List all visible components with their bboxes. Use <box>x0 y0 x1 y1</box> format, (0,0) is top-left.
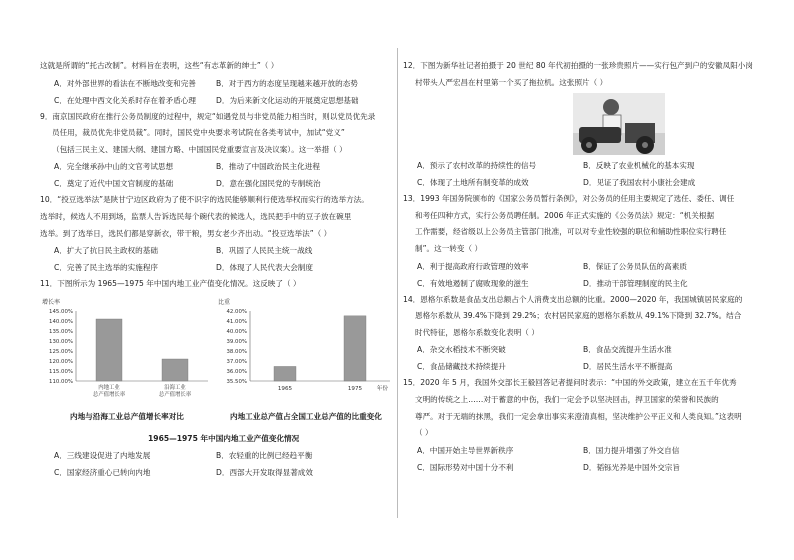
q13-option-a[interactable]: A．利于提高政府行政管理的效率 <box>417 261 529 271</box>
q13-text-line: 13．1993 年国务院颁布的《国家公务员暂行条例》，对公务员的任用主要规定了选任、委任、调任 <box>403 194 735 204</box>
q8-option-d[interactable]: D．为后来新文化运动的开展奠定思想基础 <box>216 95 359 105</box>
y-tick-label: 41.00% <box>226 318 247 325</box>
y-tick-label: 40.00% <box>226 328 247 335</box>
q11-charts <box>40 295 396 405</box>
chart-captions <box>40 405 396 431</box>
growth-rate-chart <box>40 295 215 405</box>
y-tick-label: 135.00% <box>49 328 73 335</box>
q14-text-line: 时代特征，恩格尔系数变化表明（ ） <box>415 327 539 337</box>
bar <box>96 319 122 381</box>
y-tick-label: 36.00% <box>226 368 247 375</box>
y-axis-label: 增长率 <box>42 298 61 306</box>
chart2-caption: 内地工业总产值占全国工业总产值的比重变化 <box>230 411 382 421</box>
q14-options-row-2 <box>403 358 761 375</box>
bar <box>274 366 296 381</box>
y-tick-label: 38.00% <box>226 348 247 355</box>
q9-option-c[interactable]: C．奠定了近代中国文官制度的基础 <box>54 179 174 189</box>
q14-options-row-1 <box>403 341 761 358</box>
y-tick-label: 140.00% <box>49 318 73 325</box>
q8-option-a[interactable]: A．对外部世界的看法在不断地改变和完善 <box>54 78 196 88</box>
q10-option-d[interactable]: D．体现了人民代表大会制度 <box>216 263 313 273</box>
q11-option-a[interactable]: A．三线建设促进了内地发展 <box>54 451 151 461</box>
y-tick-label: 35.50% <box>226 378 247 385</box>
y-tick-label: 37.00% <box>226 358 247 365</box>
q13-text-line: 和考任四种方式，实行公务员聘任制。2006 年正式实施的《公务员法》规定：“机关根据 <box>415 210 715 220</box>
q10-text-line: 选举。到了选举日，选民们都是穿新衣，带干粮，男女老少齐出动。“投豆选举法”（ ） <box>40 228 332 238</box>
y-tick-label: 125.00% <box>49 348 73 355</box>
q14-option-d[interactable]: D．居民生活水平不断提高 <box>583 362 673 372</box>
q13-text-line: 制”。这一转变（ ） <box>415 243 483 253</box>
q9-text-line: 员任用，裁员优先非党员裁”。同时，国民党中央要求考试院在各类考试中，加试“党义” <box>52 128 345 138</box>
q12-options-row-2 <box>403 174 761 191</box>
y-axis-label: 比重 <box>218 298 231 306</box>
y-tick-label: 39.00% <box>226 338 247 345</box>
q13-option-b[interactable]: B．保证了公务员队伍的高素质 <box>583 261 687 271</box>
q14-option-c[interactable]: C．食品储藏技术持续提升 <box>417 362 506 372</box>
q15-text-line: 尊严。对于无端的抹黑，我们一定会拿出事实来澄清真相，坚决维护公平正义和人类良知。”这表明 <box>415 411 742 421</box>
q11-option-b[interactable]: B．农轻重的比例已经趋平衡 <box>216 451 313 461</box>
q10-options-row-1 <box>40 242 396 259</box>
q9-text-line: （包括三民主义、建国大纲、建国方略、中国国民党重要宣言及决议案）。这一举措（ ） <box>52 144 347 154</box>
q14-text-line: 14．恩格尔系数是食品支出总额占个人消费支出总额的比重。2000—2020 年，我国城镇居民家庭的 <box>403 294 743 304</box>
y-tick-label: 42.00% <box>226 308 247 315</box>
q12-option-d[interactable]: D．见证了我国农村小康社会建成 <box>583 178 696 188</box>
q10-options-row-2 <box>40 259 396 276</box>
q13-options-row-1 <box>403 258 761 275</box>
x-tick-label: 总产值增长率 <box>92 391 126 398</box>
q14-text-line: 恩格尔系数从 39.4%下降到 29.2%；农村居民家庭的恩格尔系数从 49.1%下降到 32.7%。结合 <box>415 311 742 321</box>
q12-options-row-1 <box>403 157 761 174</box>
q11-options-row-2 <box>40 464 396 481</box>
q9-option-b[interactable]: B．推动了中国政治民主化进程 <box>216 162 320 172</box>
bar <box>162 359 188 381</box>
q9-text-line: 9．南京国民政府在推行公务员制度的过程中，规定“如遇党员与非党员能力相当时，则以党员优先录 <box>40 111 376 121</box>
q12-option-a[interactable]: A．预示了农村改革的持续性的信号 <box>417 161 537 171</box>
column-divider <box>397 48 398 518</box>
y-tick-label: 115.00% <box>49 368 73 375</box>
x-tick-label: 1975 <box>347 385 363 392</box>
q15-option-b[interactable]: B．国力提升增强了外交自信 <box>583 445 680 455</box>
q10-text-line: 10．“投豆选举法”是陕甘宁边区政府为了使不识字的选民能够顺利行使选举权而实行的选举方法。 <box>40 195 369 205</box>
q15-text-line: 文明的传统之上……对于蓄意的中伤，我们一定会予以坚决回击，捍卫国家的荣誉和民族的 <box>415 394 719 404</box>
q10-option-b[interactable]: B．巩固了人民民主统一战线 <box>216 246 313 256</box>
q11-option-d[interactable]: D．西部大开发取得显著成效 <box>216 468 313 478</box>
q9-option-d[interactable]: D．意在强化国民党的专制统治 <box>216 179 321 189</box>
q8-text-line: 这就是所谓的“托古改制”。材料旨在表明，这些“有志革新的绅士”（ ） <box>40 61 279 70</box>
y-tick-label: 130.00% <box>49 338 73 345</box>
q8-option-c[interactable]: C．在处理中西文化关系时存在着矛盾心理 <box>54 95 196 105</box>
q12-option-c[interactable]: C．体现了土地所有制变革的成效 <box>417 178 529 188</box>
q11-option-c[interactable]: C．国家经济重心已转向内地 <box>54 468 151 478</box>
q12-photo-area <box>403 91 761 157</box>
q13-options-row-2 <box>403 275 761 292</box>
q12-option-b[interactable]: B．反映了农业机械化的基本实现 <box>583 161 695 171</box>
q15-text-line: （ ） <box>415 428 433 438</box>
bar <box>344 316 366 381</box>
q14-option-a[interactable]: A．杂交水稻技术不断突破 <box>417 345 506 355</box>
q10-option-a[interactable]: A．扩大了抗日民主政权的基础 <box>54 246 158 256</box>
q8-options-row-1 <box>40 75 396 92</box>
q11-options-row-1 <box>40 447 396 464</box>
x-axis-label: 年份 <box>376 385 388 392</box>
q11-text-line: 11．下图所示为 1965—1975 年中国内地工业产值变化情况。这反映了（ ） <box>40 279 301 289</box>
q15-options-row-2 <box>403 459 761 476</box>
q14-option-b[interactable]: B．食品交流提升生活水准 <box>583 345 672 355</box>
q13-text-line: 工作需要，经省级以上公务员主管部门批准，可以对专业性较强的职位和辅助性职位实行聘任 <box>415 227 727 237</box>
q8-option-b[interactable]: B．对于西方的态度呈现越来越开放的态势 <box>216 78 358 88</box>
chart1-caption: 内地与沿海工业总产值增长率对比 <box>70 411 184 421</box>
q10-option-c[interactable]: C．完善了民主选举的实施程序 <box>54 263 159 273</box>
q9-option-a[interactable]: A．完全继承孙中山的文官考试思想 <box>54 162 174 172</box>
q13-option-d[interactable]: D．推动干部管理制度的民主化 <box>583 278 688 288</box>
right-column <box>403 58 761 476</box>
share-chart <box>216 295 396 405</box>
q15-text-line: 15．2020 年 5 月，我国外交部长王毅回答记者提问时表示：“中国的外交政策，建立在五千年优秀 <box>403 378 737 388</box>
left-column <box>40 58 396 481</box>
tractor-photo <box>573 93 665 155</box>
y-tick-label: 110.00% <box>49 378 73 385</box>
x-tick-label: 1965 <box>277 385 293 392</box>
q15-options-row-1 <box>403 442 761 459</box>
q12-text-line: 12．下图为新华社记者拍摄于 20 世纪 80 年代初拍摄的一张珍贵照片——实行包产到户的安徽凤阳小岗 <box>403 61 753 70</box>
x-tick-label: 总产值增长率 <box>158 391 192 398</box>
q9-options-row-1 <box>40 158 396 175</box>
q15-option-d[interactable]: D．韬铄光养是中国外交宗旨 <box>583 462 680 472</box>
y-tick-label: 145.00% <box>49 308 73 315</box>
x-tick-label: 沿海工业 <box>164 384 186 391</box>
x-tick-label: 内地工业 <box>98 384 120 391</box>
q13-option-c[interactable]: C．有效地遏制了腐败现象的滋生 <box>417 278 529 288</box>
q10-text-line: 选举时，候选人不用到场，监票人告诉选民每个碗代表的候选人，选民把手中的豆子放在碗里 <box>40 211 352 221</box>
q8-options-row-2 <box>40 92 396 109</box>
y-tick-label: 120.00% <box>49 358 73 365</box>
q15-option-c[interactable]: C．国际形势对中国十分不利 <box>417 462 514 472</box>
q15-option-a[interactable]: A．中国开始主导世界新秩序 <box>417 445 514 455</box>
q9-options-row-2 <box>40 175 396 192</box>
figure-caption: 1965—1975 年中国内地工业产值变化情况 <box>148 433 300 443</box>
q12-text-line: 村带头人严宏昌在村里第一个买了拖拉机。这张照片（ ） <box>415 77 608 87</box>
